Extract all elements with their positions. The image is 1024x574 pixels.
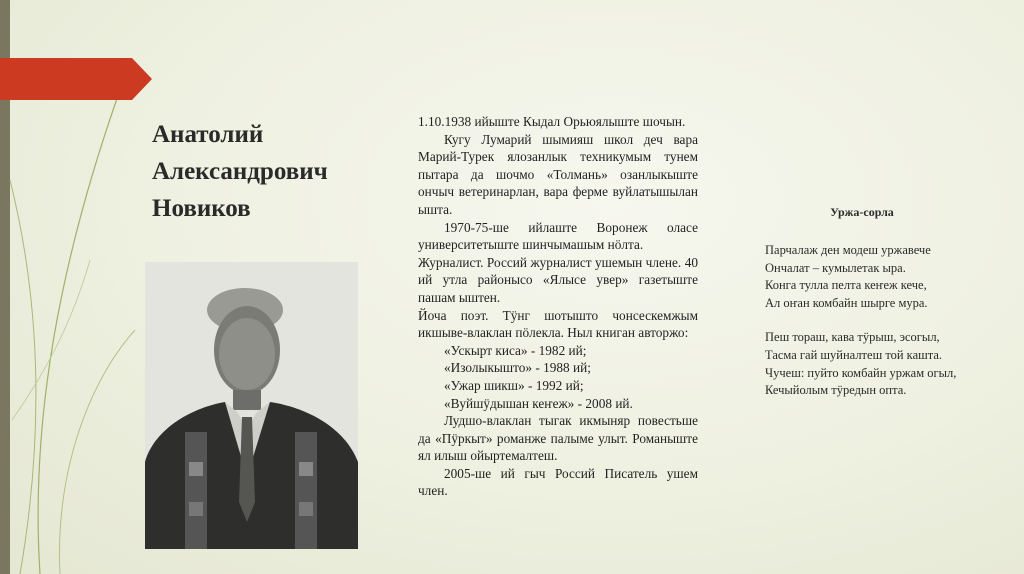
poem-title: Уржа-сорла xyxy=(830,205,894,219)
poem-line: Тасма гай шуйналтеш той кашта. xyxy=(765,347,943,362)
biography xyxy=(418,113,698,500)
poem-line: Парчалаж ден модеш уржавече xyxy=(765,243,931,257)
bio-paragraph: 1970-75-ше ийлаште Воронеж оласе университетыште шинчымашым нöлта. xyxy=(418,219,698,253)
patronymic: Александрович xyxy=(152,158,328,185)
portrait-icon xyxy=(145,262,358,549)
book-item: «Изолыкышто» - 1988 ий; xyxy=(444,360,591,376)
first-name: Анатолий xyxy=(152,121,264,148)
bio-paragraph: Журналист. Россий журналист ушемын члене. 40 ий утла районысо «Ялысе увер» газетыште пашам ыштен. xyxy=(418,254,698,305)
poem-line: Конга тулла пелта кеҥеж кече, xyxy=(765,278,927,293)
poem-stanza-1 xyxy=(765,242,1015,312)
bio-paragraph: Кугу Лумарий шымияш школ деч вара Марий-Турек ялозанлык техникумым тунем пытара да шочмо «Толмань» озанлыкыште ончыч ветеринарлан, вара ферме вуйлатышылан ышта. xyxy=(418,131,698,217)
poem-line: Чучеш: пуйто комбайн уржам огыл, xyxy=(765,365,957,380)
poem-line: Кечыйолым тӱредын опта. xyxy=(765,383,907,398)
last-name: Новиков xyxy=(152,195,251,222)
poem-line: Ончалат – кумылетак ыра. xyxy=(765,260,906,275)
portrait-photo xyxy=(145,262,358,549)
poem-line: Пеш тораш, кава тӱрыш, эсогыл, xyxy=(765,330,940,345)
title-ribbon xyxy=(0,58,132,100)
book-item: «Ускырт киса» - 1982 ий; xyxy=(444,342,587,358)
bio-paragraph: Йоча поэт. Тӱнг шотышто чонсескемжым икшыве-влаклан пӧлекла. Ныл книган авторжо: xyxy=(418,307,698,341)
poem xyxy=(765,242,1015,417)
poem-line: Ал оҥан комбайн шырге мура. xyxy=(765,295,928,310)
bio-paragraph: 1.10.1938 ийыште Кыдал Орьюялыште шочын. xyxy=(418,114,686,129)
bio-paragraph: 2005-ше ий гыч Россий Писатель ушем член. xyxy=(418,465,698,499)
book-item: «Ужар шикш» - 1992 ий; xyxy=(444,377,584,393)
poem-stanza-2 xyxy=(765,329,1015,399)
bio-paragraph: Лудшо-влаклан тыгак икмыняр повестьше да «Пӱркыт» романже палыме улыт. Романыште ял илыш ойыртемалтеш. xyxy=(418,413,698,464)
book-item: «Вуйшӱдышан кеҥеж» - 2008 ий. xyxy=(444,395,633,411)
person-name xyxy=(152,116,392,227)
